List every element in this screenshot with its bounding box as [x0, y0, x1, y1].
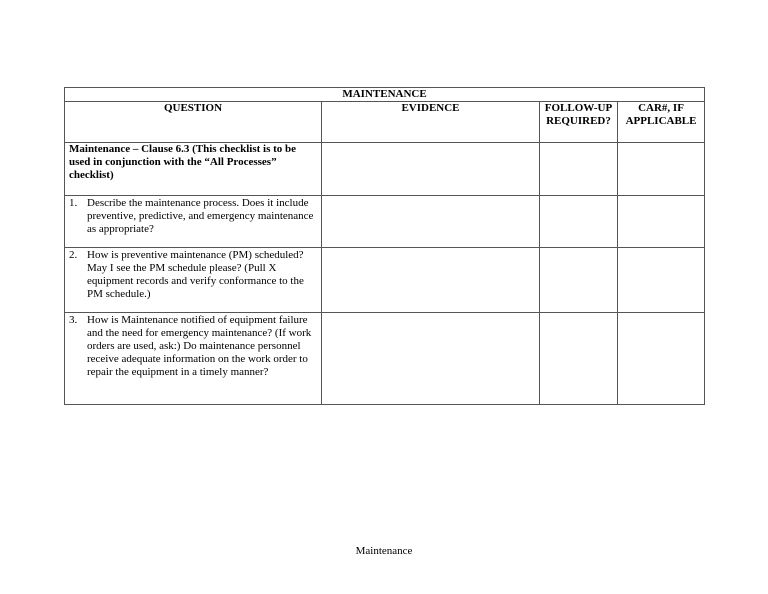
car-cell — [618, 313, 705, 405]
table-row — [65, 248, 705, 313]
evidence-cell — [322, 248, 540, 313]
evidence-cell — [322, 143, 540, 196]
question-header: QUESTION — [65, 102, 322, 143]
question-cell — [65, 313, 322, 405]
follow-up-header: FOLLOW-UP REQUIRED? — [540, 102, 618, 143]
evidence-cell — [322, 196, 540, 248]
question-cell — [65, 196, 322, 248]
car-cell — [618, 143, 705, 196]
evidence-header: EVIDENCE — [322, 102, 540, 143]
question-number: 1. — [69, 197, 78, 209]
question-text: Describe the maintenance process. Does it include preventive, predictive, and emergency maintenance as appropriate? — [87, 197, 314, 235]
car-header: CAR#, IF APPLICABLE — [618, 102, 705, 143]
section-row — [65, 143, 705, 196]
car-cell — [618, 248, 705, 313]
table-row — [65, 313, 705, 405]
follow-up-cell — [540, 143, 618, 196]
maintenance-checklist-table — [64, 87, 705, 405]
evidence-cell — [322, 313, 540, 405]
page-footer: Maintenance — [355, 545, 413, 557]
question-number: 3. — [69, 314, 78, 326]
question-cell — [65, 248, 322, 313]
question-text: How is Maintenance notified of equipment failure and the need for emergency maintenance? (If work orders are used, ask:) Do maintenance personnel receive adequate information on the work order to repair the equipment in a timely manner? — [87, 314, 312, 378]
question-number: 2. — [69, 249, 78, 261]
follow-up-cell — [540, 196, 618, 248]
header-row — [65, 102, 705, 143]
table-title-row — [65, 88, 705, 102]
table-title: MAINTENANCE — [65, 88, 705, 102]
table-row — [65, 196, 705, 248]
question-text: How is preventive maintenance (PM) scheduled? May I see the PM schedule please? (Pull X equipment records and verify conformance to the PM schedule.) — [87, 249, 304, 300]
follow-up-cell — [540, 313, 618, 405]
section-heading: Maintenance – Clause 6.3 (This checklist is to be used in conjunction with the “All Processes” checklist) — [65, 143, 322, 196]
car-cell — [618, 196, 705, 248]
follow-up-cell — [540, 248, 618, 313]
